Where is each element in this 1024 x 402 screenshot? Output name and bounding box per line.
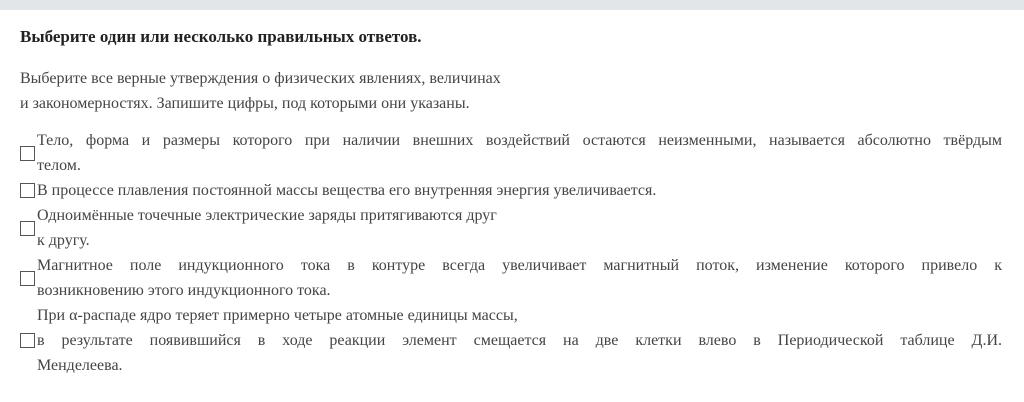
option-line: к другу. bbox=[37, 232, 90, 249]
option-line: В процессе плавления постоянной массы вещества его внутренняя энергия увеличивается. bbox=[37, 182, 657, 199]
option-text bbox=[37, 178, 1002, 203]
answer-option-4[interactable] bbox=[20, 253, 1002, 303]
option-text bbox=[37, 128, 1002, 178]
option-line: При α-распаде ядро теряет примерно четыре атомные единицы массы, bbox=[37, 307, 518, 324]
question-instruction: Выберите один или несколько правильных ответов. bbox=[20, 27, 422, 46]
option-text bbox=[37, 303, 1002, 378]
option-line: телом. bbox=[37, 157, 81, 174]
prompt-line: и закономерностях. Запишите цифры, под которыми они указаны. bbox=[20, 95, 470, 112]
answer-option-1[interactable] bbox=[20, 128, 1002, 178]
answer-option-3[interactable] bbox=[20, 203, 1002, 253]
answer-option-2[interactable] bbox=[20, 178, 1002, 203]
option-text bbox=[37, 253, 1002, 303]
checkbox[interactable] bbox=[20, 333, 35, 348]
top-bar bbox=[0, 0, 1024, 10]
answer-option-5[interactable] bbox=[20, 303, 1002, 378]
option-line: Менделеева. bbox=[37, 357, 123, 374]
checkbox[interactable] bbox=[20, 183, 35, 198]
option-line: возникновению этого индукционного тока. bbox=[37, 282, 331, 299]
checkbox[interactable] bbox=[20, 221, 35, 236]
checkbox[interactable] bbox=[20, 146, 35, 161]
question-block bbox=[20, 26, 1002, 378]
option-line: в результате появившийся в ходе реакции элемент смещается на две клетки влево в Периодической таблице Д.И. bbox=[37, 332, 1002, 349]
answer-options bbox=[20, 128, 1002, 378]
checkbox[interactable] bbox=[20, 271, 35, 286]
option-text bbox=[37, 203, 1002, 253]
option-line: Одноимённые точечные электрические заряды притягиваются друг bbox=[37, 207, 497, 224]
prompt-line: Выберите все верные утверждения о физических явлениях, величинах bbox=[20, 70, 501, 87]
question-prompt bbox=[20, 66, 1002, 116]
option-line: Тело, форма и размеры которого при наличии внешних воздействий остаются неизменными, называется абсолютно твёрдым bbox=[37, 132, 1002, 149]
option-line: Магнитное поле индукционного тока в контуре всегда увеличивает магнитный поток, изменение которого привело к bbox=[37, 257, 1002, 274]
